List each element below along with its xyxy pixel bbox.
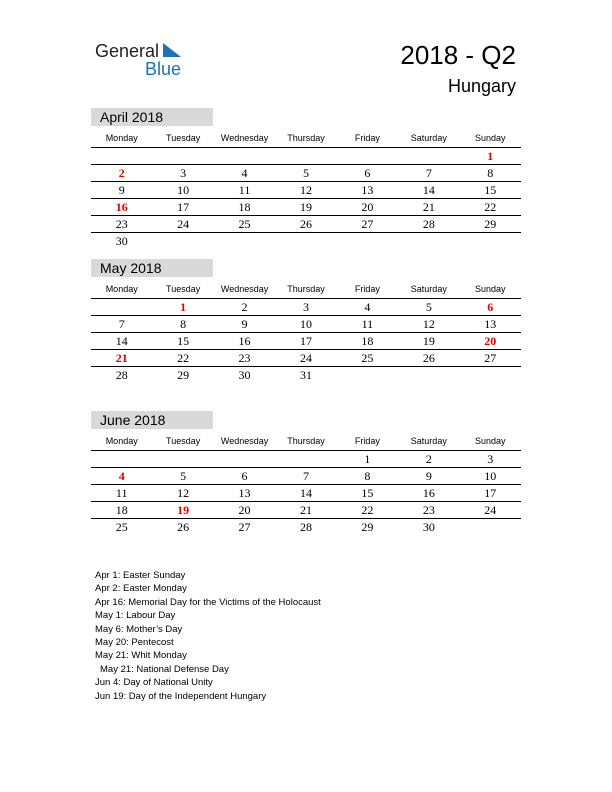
holiday-date-cell: 19: [177, 503, 190, 517]
date-cell: 14: [299, 486, 312, 500]
weekday-header-row: [91, 435, 521, 451]
date-cell: 11: [238, 183, 251, 197]
date-cell: 3: [302, 300, 309, 314]
logo-triangle-icon: [163, 43, 181, 57]
date-cell: 25: [238, 217, 251, 231]
date-cell: 20: [238, 503, 251, 517]
weekday-label: Friday: [354, 133, 380, 143]
holiday-date-cell: 20: [484, 334, 497, 348]
date-cell: 27: [238, 520, 251, 534]
week-row: [91, 502, 521, 519]
date-cell: [337, 148, 398, 164]
date-cell: 8: [487, 166, 494, 180]
weekday-label: Saturday: [410, 133, 447, 143]
date-cell: [152, 451, 213, 467]
month-may: [91, 259, 521, 383]
date-cell: 10: [299, 317, 312, 331]
weekday-label: Tuesday: [166, 436, 201, 446]
date-cell: 9: [425, 469, 432, 483]
date-cell: [275, 451, 336, 467]
holiday-note: Jun 4: Day of National Unity: [95, 677, 213, 689]
date-cell: 12: [422, 317, 435, 331]
date-cell: 22: [484, 200, 497, 214]
holiday-note: May 1: Labour Day: [95, 610, 176, 622]
date-cell: 18: [115, 503, 128, 517]
date-cell: 5: [302, 166, 309, 180]
page-title: 2018 - Q2: [400, 40, 516, 70]
date-cell: 14: [115, 334, 128, 348]
date-cell: 30: [238, 368, 251, 382]
date-cell: [398, 367, 459, 383]
date-cell: 11: [361, 317, 374, 331]
date-cell: 17: [177, 200, 190, 214]
date-cell: 9: [118, 183, 125, 197]
date-cell: 16: [238, 334, 251, 348]
date-cell: 27: [484, 351, 497, 365]
weekday-header-row: [91, 132, 521, 148]
date-cell: 15: [484, 183, 497, 197]
date-cell: 2: [425, 452, 432, 466]
date-cell: 7: [118, 317, 125, 331]
date-cell: [214, 451, 275, 467]
holiday-note: May 21: National Defense Day: [100, 663, 229, 675]
date-cell: 24: [177, 217, 190, 231]
date-cell: 17: [484, 486, 497, 500]
date-cell: [214, 148, 275, 164]
month-title: June 2018: [91, 411, 213, 429]
weekday-label: Wednesday: [220, 436, 269, 446]
date-cell: 26: [299, 217, 312, 231]
country-name: Hungary: [447, 76, 516, 96]
week-row: [91, 233, 521, 249]
week-row: [91, 519, 521, 535]
date-cell: [214, 233, 275, 249]
date-cell: 30: [115, 234, 128, 248]
holiday-note: May 20: Pentecost: [95, 637, 174, 649]
week-row: [91, 485, 521, 502]
holiday-date-cell: 2: [118, 166, 125, 180]
date-cell: 31: [299, 368, 312, 382]
date-cell: 7: [425, 166, 432, 180]
weekday-label: Friday: [354, 284, 380, 294]
week-row: [91, 165, 521, 182]
holiday-note: Apr 1: Easter Sunday: [95, 570, 186, 581]
date-cell: [460, 367, 521, 383]
date-cell: 10: [177, 183, 190, 197]
date-cell: [398, 233, 459, 249]
month-title: April 2018: [91, 108, 213, 126]
date-cell: 27: [361, 217, 374, 231]
date-cell: [152, 148, 213, 164]
date-cell: 22: [177, 351, 190, 365]
date-cell: 26: [422, 351, 435, 365]
date-cell: 16: [422, 486, 435, 500]
date-cell: 28: [115, 368, 128, 382]
date-cell: 3: [487, 452, 494, 466]
week-row: [91, 350, 521, 367]
date-cell: 5: [425, 300, 432, 314]
date-cell: [460, 233, 521, 249]
date-cell: 13: [238, 486, 251, 500]
date-cell: 29: [177, 368, 190, 382]
date-cell: 13: [484, 317, 497, 331]
date-cell: 7: [302, 469, 309, 483]
week-row: [91, 316, 521, 333]
weekday-label: Tuesday: [166, 133, 201, 143]
date-cell: 14: [422, 183, 435, 197]
date-cell: [398, 148, 459, 164]
date-cell: 15: [177, 334, 190, 348]
date-cell: 19: [422, 334, 435, 348]
date-cell: 4: [364, 300, 371, 314]
weekday-label: Monday: [105, 436, 138, 446]
date-cell: 24: [299, 351, 312, 365]
weekday-label: Thursday: [287, 133, 325, 143]
holiday-date-cell: 16: [115, 200, 128, 214]
weekday-label: Sunday: [474, 436, 506, 446]
weekday-label: Wednesday: [220, 284, 269, 294]
holiday-date-cell: 1: [487, 149, 494, 163]
date-cell: 22: [361, 503, 374, 517]
date-cell: 23: [238, 351, 251, 365]
date-cell: 28: [422, 217, 435, 231]
holiday-date-cell: 1: [180, 300, 187, 314]
weekday-label: Tuesday: [166, 284, 201, 294]
date-cell: [91, 148, 152, 164]
week-row: [91, 333, 521, 350]
weekday-label: Thursday: [287, 436, 325, 446]
weekday-label: Sunday: [474, 133, 506, 143]
date-cell: 3: [180, 166, 187, 180]
date-cell: [337, 367, 398, 383]
week-row: [91, 148, 521, 165]
holiday-notes: [95, 569, 321, 703]
logo: [95, 40, 195, 80]
date-cell: 21: [422, 200, 435, 214]
week-row: [91, 468, 521, 485]
weekday-label: Thursday: [287, 284, 325, 294]
date-cell: 17: [299, 334, 312, 348]
week-row: [91, 182, 521, 199]
date-cell: [460, 519, 521, 535]
holiday-note: Apr 2: Easter Monday: [95, 583, 187, 595]
weekday-label: Friday: [354, 436, 380, 446]
weekday-label: Monday: [105, 133, 138, 143]
date-cell: [91, 299, 152, 315]
month-april: [91, 108, 521, 249]
date-cell: 30: [422, 520, 435, 534]
date-cell: 21: [299, 503, 312, 517]
date-cell: [337, 233, 398, 249]
date-cell: [91, 451, 152, 467]
date-cell: 1: [364, 452, 371, 466]
weekday-label: Saturday: [410, 436, 447, 446]
date-cell: 2: [241, 300, 248, 314]
date-cell: 23: [422, 503, 435, 517]
date-cell: 8: [180, 317, 187, 331]
date-cell: 11: [115, 486, 128, 500]
date-cell: 20: [361, 200, 374, 214]
date-cell: 19: [299, 200, 312, 214]
week-row: [91, 451, 521, 468]
month-june: [91, 411, 521, 535]
date-cell: 28: [299, 520, 312, 534]
week-row: [91, 299, 521, 316]
date-cell: 6: [241, 469, 248, 483]
week-row: [91, 367, 521, 383]
month-title: May 2018: [91, 259, 213, 277]
date-cell: 24: [484, 503, 497, 517]
date-cell: 6: [364, 166, 371, 180]
date-cell: 10: [484, 469, 497, 483]
date-cell: 26: [177, 520, 190, 534]
date-cell: 8: [364, 469, 371, 483]
weekday-label: Sunday: [474, 284, 506, 294]
holiday-note: Jun 19: Day of the Independent Hungary: [95, 690, 267, 702]
date-cell: 29: [484, 217, 497, 231]
date-cell: 12: [177, 486, 190, 500]
week-row: [91, 199, 521, 216]
weekday-header-row: [91, 283, 521, 299]
logo-text-blue: Blue: [145, 59, 182, 79]
date-cell: 18: [238, 200, 251, 214]
weekday-label: Wednesday: [220, 133, 269, 143]
date-cell: 23: [115, 217, 128, 231]
logo-text-general: General: [95, 41, 160, 61]
date-cell: 9: [241, 317, 248, 331]
weekday-label: Monday: [105, 284, 138, 294]
date-cell: 15: [361, 486, 374, 500]
date-cell: 13: [361, 183, 374, 197]
week-row: [91, 216, 521, 233]
date-cell: 25: [115, 520, 128, 534]
date-cell: 4: [241, 166, 248, 180]
weekday-label: Saturday: [410, 284, 447, 294]
holiday-date-cell: 4: [118, 469, 125, 483]
date-cell: 29: [361, 520, 374, 534]
date-cell: [275, 148, 336, 164]
date-cell: [275, 233, 336, 249]
holiday-note: Apr 16: Memorial Day for the Victims of the Holocaust: [95, 596, 321, 608]
holiday-date-cell: 6: [487, 300, 494, 314]
date-cell: [152, 233, 213, 249]
holiday-note: May 21: Whit Monday: [95, 650, 187, 662]
date-cell: 5: [180, 469, 187, 483]
date-cell: 12: [299, 183, 312, 197]
date-cell: 25: [361, 351, 374, 365]
holiday-date-cell: 21: [115, 351, 128, 365]
holiday-note: May 6: Mother’s Day: [95, 623, 183, 635]
date-cell: 18: [361, 334, 374, 348]
